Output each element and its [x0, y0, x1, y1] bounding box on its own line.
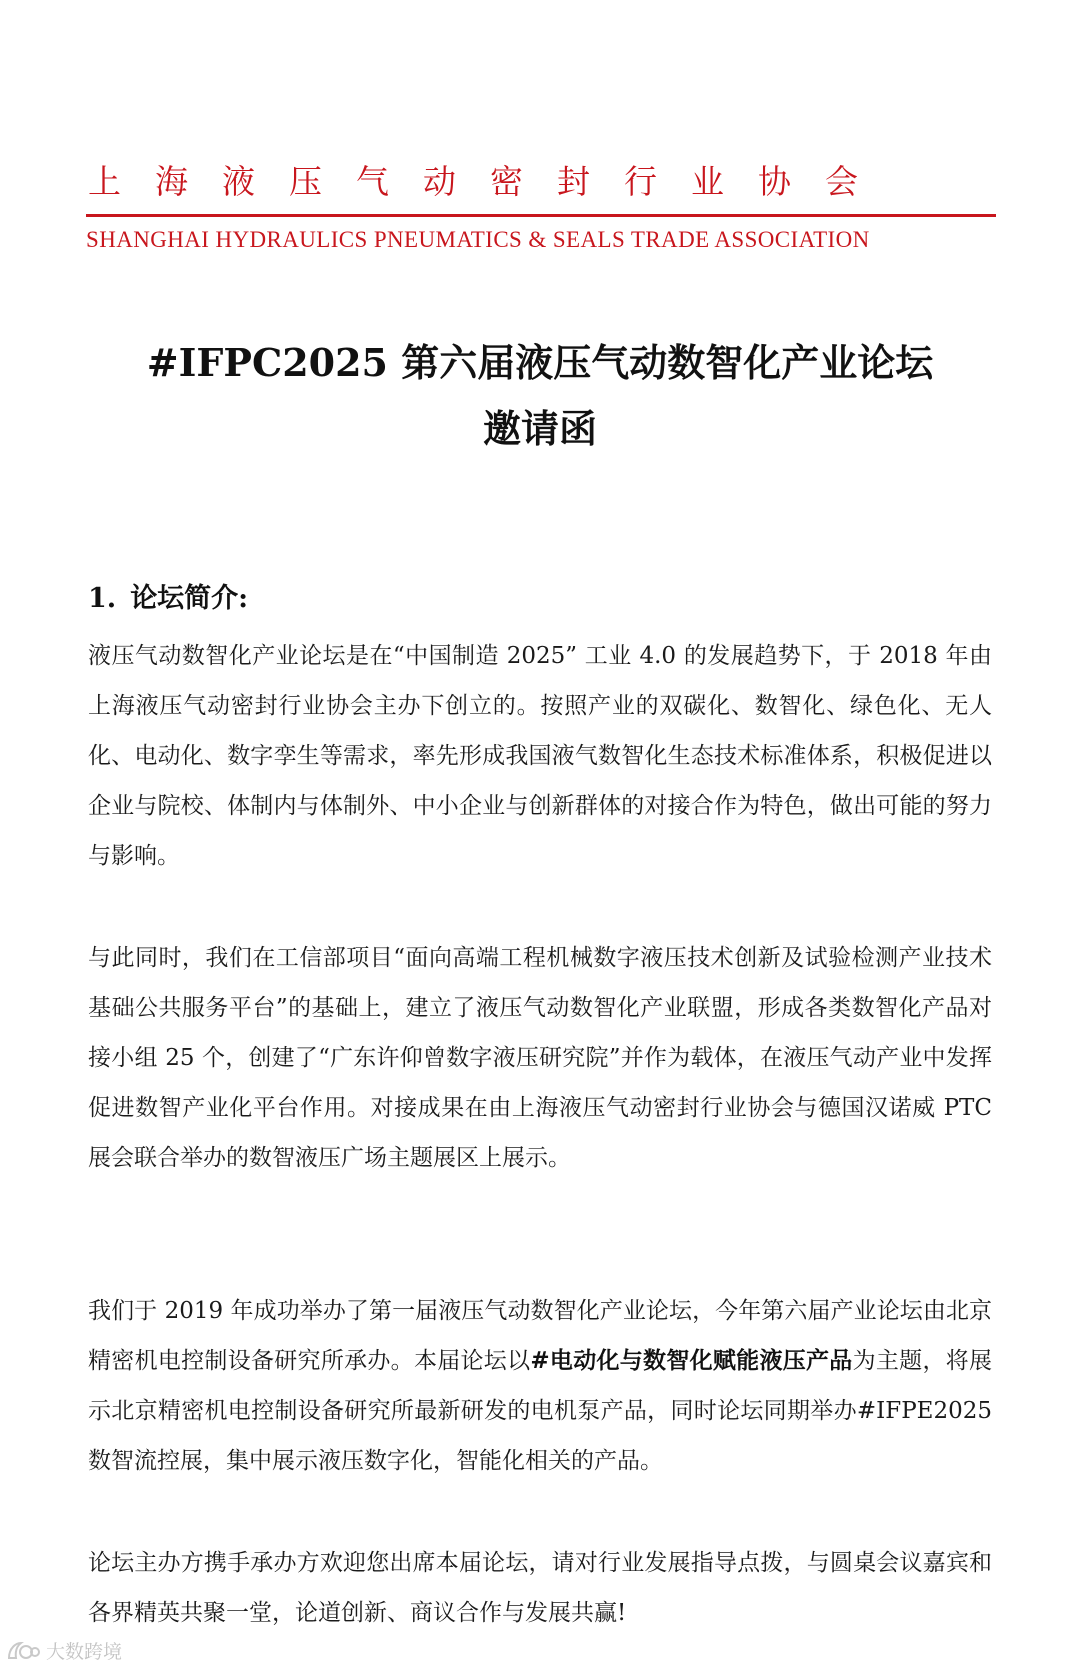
- section-heading: [88, 576, 248, 615]
- section-title: 论坛简介:: [130, 583, 249, 614]
- paragraph-history: [88, 1286, 992, 1486]
- association-name-en: SHANGHAI HYDRAULICS PNEUMATICS & SEALS TRADE ASSOCIATION: [86, 227, 870, 252]
- brand-logo-icon: [6, 1640, 40, 1662]
- paragraph-intro: 液压气动数智化产业论坛是在“中国制造 2025” 工业 4.0 的发展趋势下，于 2018 年由上海液压气动密封行业协会主办下创立的。按照产业的双碳化、数智化、绿色化、无人化、电动化、数字孪生等需求，率先形成我国液气数智化生态技术标准体系，积极促进以企业与院校、体制内与体制外、中小企业与创新群体的对接合作为特色，做出可能的努力与影响。: [88, 643, 992, 869]
- paragraph-welcome: 论坛主办方携手承办方欢迎您出席本届论坛，请对行业发展指导点拨，与圆桌会议嘉宾和各界精英共聚一堂，论道创新、商议合作与发展共赢!: [88, 1550, 992, 1626]
- letterhead: [86, 160, 996, 257]
- section-number: 1.: [88, 583, 117, 614]
- letterhead-divider: [86, 214, 996, 217]
- document-subtitle: 邀请函: [482, 406, 597, 451]
- association-name-cn: 上海液压气动密封行业协会: [88, 162, 892, 201]
- watermark-text: 大数跨境: [46, 1641, 123, 1663]
- paragraph-history-text-1: 我们于 2019 年成功举办了第一届液压气动数智化产业论坛，今年第六届产业论坛由北京精密机电控制设备研究所承办。本届论坛以: [88, 1298, 992, 1374]
- document-title: #IFPC2025 第六届液压气动数智化产业论坛: [146, 340, 934, 385]
- watermark: [6, 1637, 122, 1664]
- forum-theme: #电动化与数智化赋能液压产品: [530, 1347, 853, 1374]
- paragraph-history-text-2: 为主题，将展示北京精密机电控制设备研究所最新研发的电机泵产品，同时论坛同期举办#IFPE2025 数智流控展，集中展示液压数字化，智能化相关的产品。: [88, 1348, 993, 1474]
- paragraph-alliance: 与此同时，我们在工信部项目“面向高端工程机械数字液压技术创新及试验检测产业技术基础公共服务平台”的基础上，建立了液压气动数智化产业联盟，形成各类数智化产品对接小组 25 个，创建了“广东许仰曾数字液压研究院”并作为载体，在液压气动产业中发挥促进数智产业化平台作用。对接成果在由上海液压气动密封行业协会与德国汉诺威 PTC 展会联合举办的数智液压广场主题展区上展示。: [88, 945, 992, 1171]
